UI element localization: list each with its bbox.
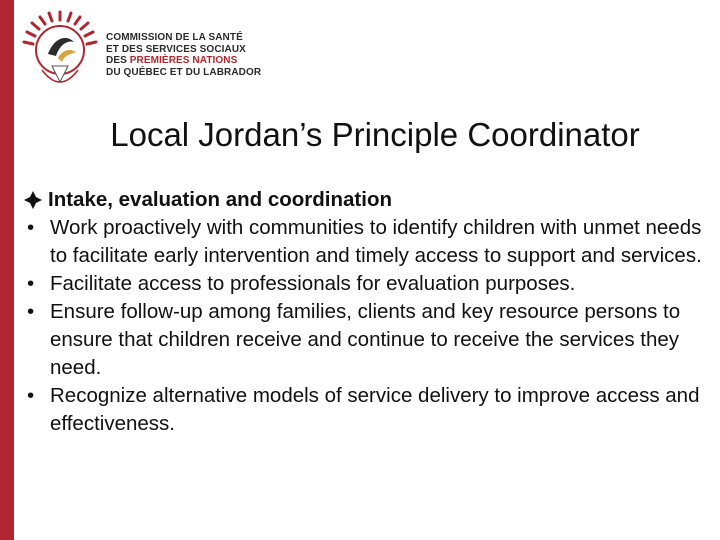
logo-text xyxy=(106,32,261,78)
organization-logo xyxy=(18,10,318,100)
list-item: • Work proactively with communities to identify children with unmet needs to facilitate early intervention and timely access to support and services. xyxy=(22,214,712,270)
logo-line-2: ET DES SERVICES SOCIAUX xyxy=(106,43,246,55)
list-item: • Recognize alternative models of service delivery to improve access and effectiveness. xyxy=(22,382,712,438)
logo-line-3 xyxy=(106,55,261,67)
logo-line-3-prefix: DES xyxy=(106,55,130,66)
bullet-list xyxy=(22,214,712,438)
logo-line-1: COMMISSION DE LA SANTÉ xyxy=(106,32,243,43)
section-heading-text: Intake, evaluation and coordination xyxy=(48,188,392,211)
slide-content xyxy=(22,186,712,438)
left-accent-bar xyxy=(0,0,14,540)
slide-title: Local Jordan’s Principle Coordinator xyxy=(110,116,640,153)
logo-emblem-icon xyxy=(18,10,102,94)
logo-line-3-highlight: PREMIÈRES NATIONS xyxy=(129,55,238,66)
section-heading xyxy=(22,186,712,214)
diamond-bullet-icon xyxy=(22,189,44,211)
list-item: • Ensure follow-up among families, clients and key resource persons to ensure that children receive and continue to receive the services they need. xyxy=(22,298,712,382)
list-item: • Facilitate access to professionals for evaluation purposes. xyxy=(22,270,712,298)
logo-line-4: DU QUÉBEC ET DU LABRADOR xyxy=(106,66,262,78)
